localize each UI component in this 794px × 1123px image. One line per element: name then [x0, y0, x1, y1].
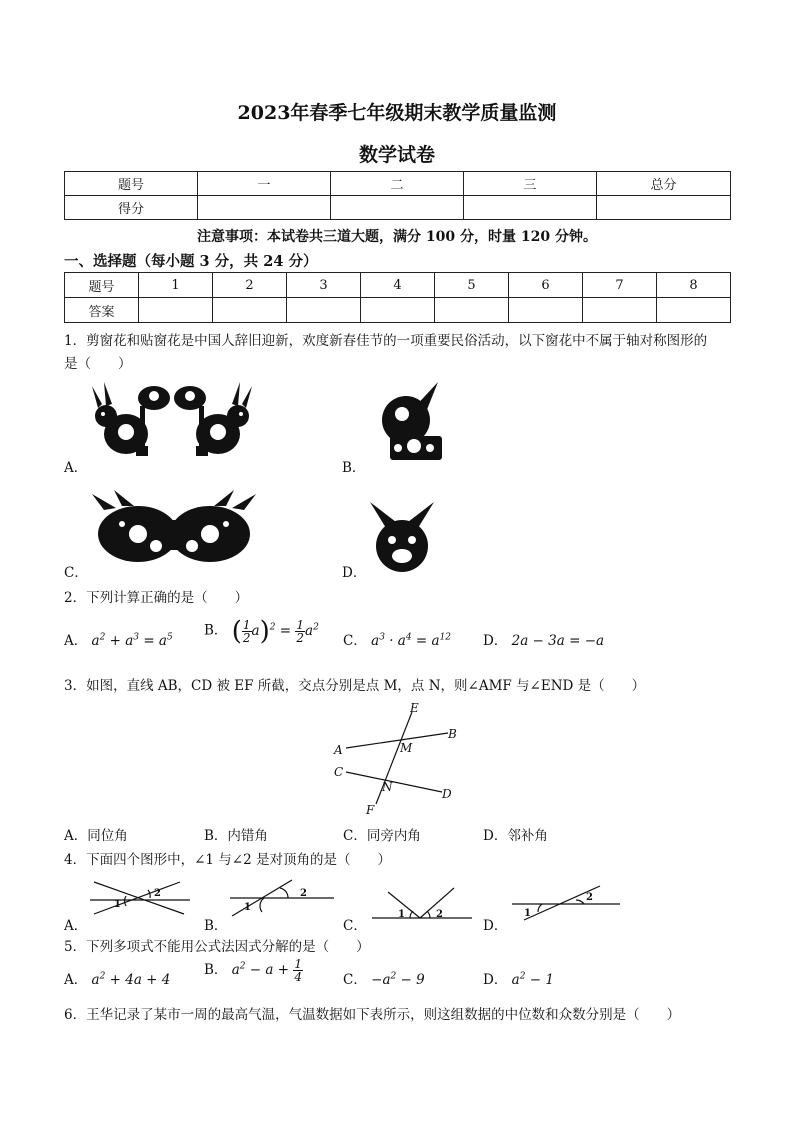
q2-option-b[interactable] [204, 616, 319, 646]
q1-option-d-label: D． [342, 565, 367, 581]
label-b: B [448, 727, 457, 741]
q2-option-c-expr: $a^3 \cdot a^4 = a^{12}$ [371, 632, 452, 649]
svg-text:2: 2 [154, 888, 161, 899]
answer-header-cell: 1 [139, 273, 213, 298]
q4-figure-d [510, 882, 622, 922]
answer-cell[interactable] [213, 298, 287, 323]
q5-option-d-expr: $a^2 - 1$ [511, 971, 554, 988]
section-title: 一、选择题（每小题 3 分，共 24 分） [64, 253, 318, 270]
q3-option-a[interactable]: A．同位角 [64, 828, 128, 844]
label-f: F [366, 803, 375, 817]
label-n: N [382, 780, 393, 794]
answer-cell[interactable] [509, 298, 583, 323]
q5-option-b-expr: $a^2 - a$ + $\frac{1}{4}$ [231, 957, 302, 984]
svg-text:2: 2 [436, 909, 443, 920]
answer-table [64, 272, 731, 323]
q4-option-d-label[interactable]: D． [483, 918, 508, 934]
q1-paper-cut-b [372, 380, 448, 464]
score-cell[interactable] [198, 196, 331, 220]
q3-option-b[interactable]: B．内错角 [204, 828, 268, 844]
q4-option-b-label[interactable]: B． [204, 918, 228, 934]
svg-text:2: 2 [586, 892, 593, 903]
label-d: D [442, 787, 452, 801]
answer-header-cell: 题号 [65, 273, 139, 298]
score-header-cell: 三 [464, 172, 597, 196]
line-cd [346, 772, 442, 792]
q5-stem: 5．下列多项式不能用公式法因式分解的是（ ） [64, 939, 370, 955]
q5-option-c-label: C． [343, 972, 367, 988]
label-e: E [410, 701, 419, 715]
q4-option-a-label[interactable]: A． [64, 918, 88, 934]
exam-title: 2023年春季七年级期末教学质量监测 [237, 102, 557, 124]
answer-header-cell: 4 [361, 273, 435, 298]
q1-option-a-label: A． [64, 460, 88, 476]
score-header-cell: 一 [198, 172, 331, 196]
q2-option-a-label: A． [64, 633, 88, 649]
score-cell[interactable] [464, 196, 597, 220]
answer-header-cell: 7 [583, 273, 657, 298]
score-row-label: 得分 [65, 196, 198, 220]
q1-paper-cut-d [368, 500, 436, 574]
q5-option-a[interactable] [64, 968, 170, 988]
answer-header-cell: 2 [213, 273, 287, 298]
label-m: M [400, 741, 413, 755]
score-header-cell: 二 [331, 172, 464, 196]
svg-text:1: 1 [524, 908, 531, 919]
answer-header-cell: 3 [287, 273, 361, 298]
q2-option-d-label: D． [483, 633, 508, 649]
q3-option-d[interactable]: D．邻补角 [483, 828, 548, 844]
q5-option-c[interactable] [343, 968, 425, 988]
q2-option-c-label: C． [343, 633, 367, 649]
answer-cell[interactable] [361, 298, 435, 323]
q1-option-c-label: C． [64, 565, 88, 581]
q1-paper-cut-c [92, 490, 256, 568]
q1-stem-line2: 是（ ） [64, 356, 132, 372]
answer-cell[interactable] [657, 298, 731, 323]
q4-figure-b [228, 876, 336, 920]
score-cell[interactable] [597, 196, 731, 220]
answer-row-label: 答案 [65, 298, 139, 323]
q4-stem: 4．下面四个图形中，∠1 与∠2 是对顶角的是（ ） [64, 852, 391, 868]
score-cell[interactable] [331, 196, 464, 220]
answer-cell[interactable] [287, 298, 361, 323]
q3-stem: 3．如图，直线 AB，CD 被 EF 所截，交点分别是点 M，点 N，则∠AMF 与∠END 是（ ） [64, 678, 646, 694]
q1-stem-line1: 1．剪窗花和贴窗花是中国人辞旧迎新，欢度新春佳节的一项重要民俗活动，以下窗花中不属于轴对称图形的 [64, 333, 708, 349]
q2-option-b-expr: ( $\frac{1}{2}$ a)$^2$ = $\frac{1}{2}$ $a^2$ [231, 616, 319, 646]
q2-option-c[interactable] [343, 629, 451, 649]
label-c: C [334, 765, 344, 779]
answer-header-cell: 8 [657, 273, 731, 298]
svg-text:1: 1 [398, 909, 405, 920]
answer-header-cell: 6 [509, 273, 583, 298]
q5-option-c-expr: $-a^2 - 9$ [371, 971, 425, 988]
score-header-cell: 总分 [597, 172, 731, 196]
q4-figure-a [88, 876, 192, 920]
svg-text:1: 1 [114, 899, 121, 910]
q5-option-b-label: B． [204, 962, 228, 978]
q3-figure [330, 700, 464, 820]
q2-option-a-expr: $a^2 + a^3 = a^5$ [91, 632, 173, 649]
q1-paper-cut-a [88, 378, 256, 462]
q5-option-b[interactable] [204, 958, 303, 983]
q5-option-d-label: D． [483, 972, 508, 988]
q2-option-a[interactable] [64, 629, 173, 649]
score-table [64, 171, 731, 220]
q5-option-a-expr: $a^2 + 4a + 4$ [91, 971, 171, 988]
line-ab [346, 733, 448, 748]
q4-figure-c [370, 884, 474, 924]
answer-cell[interactable] [139, 298, 213, 323]
score-header-cell: 题号 [65, 172, 198, 196]
q5-option-a-label: A． [64, 972, 88, 988]
q1-option-b-label: B． [342, 460, 366, 476]
q5-option-d[interactable] [483, 968, 554, 988]
q2-stem: 2．下列计算正确的是（ ） [64, 590, 249, 606]
answer-cell[interactable] [583, 298, 657, 323]
q6-stem: 6．王华记录了某市一周的最高气温，气温数据如下表所示，则这组数据的中位数和众数分别是（ ） [64, 1007, 681, 1023]
notice-text: 注意事项：本试卷共三道大题，满分 100 分，时量 120 分钟。 [197, 229, 597, 245]
label-a: A [334, 743, 343, 757]
answer-cell[interactable] [435, 298, 509, 323]
q3-option-c[interactable]: C．同旁内角 [343, 828, 421, 844]
q2-option-d-expr: 2a − 3a = −a [511, 633, 605, 649]
q2-option-b-label: B． [204, 622, 228, 639]
answer-header-cell: 5 [435, 273, 509, 298]
svg-text:2: 2 [300, 888, 307, 899]
q4-option-c-label[interactable]: C． [343, 918, 367, 934]
svg-text:1: 1 [244, 902, 251, 913]
q2-option-d[interactable] [483, 629, 604, 649]
exam-subtitle: 数学试卷 [358, 144, 435, 166]
